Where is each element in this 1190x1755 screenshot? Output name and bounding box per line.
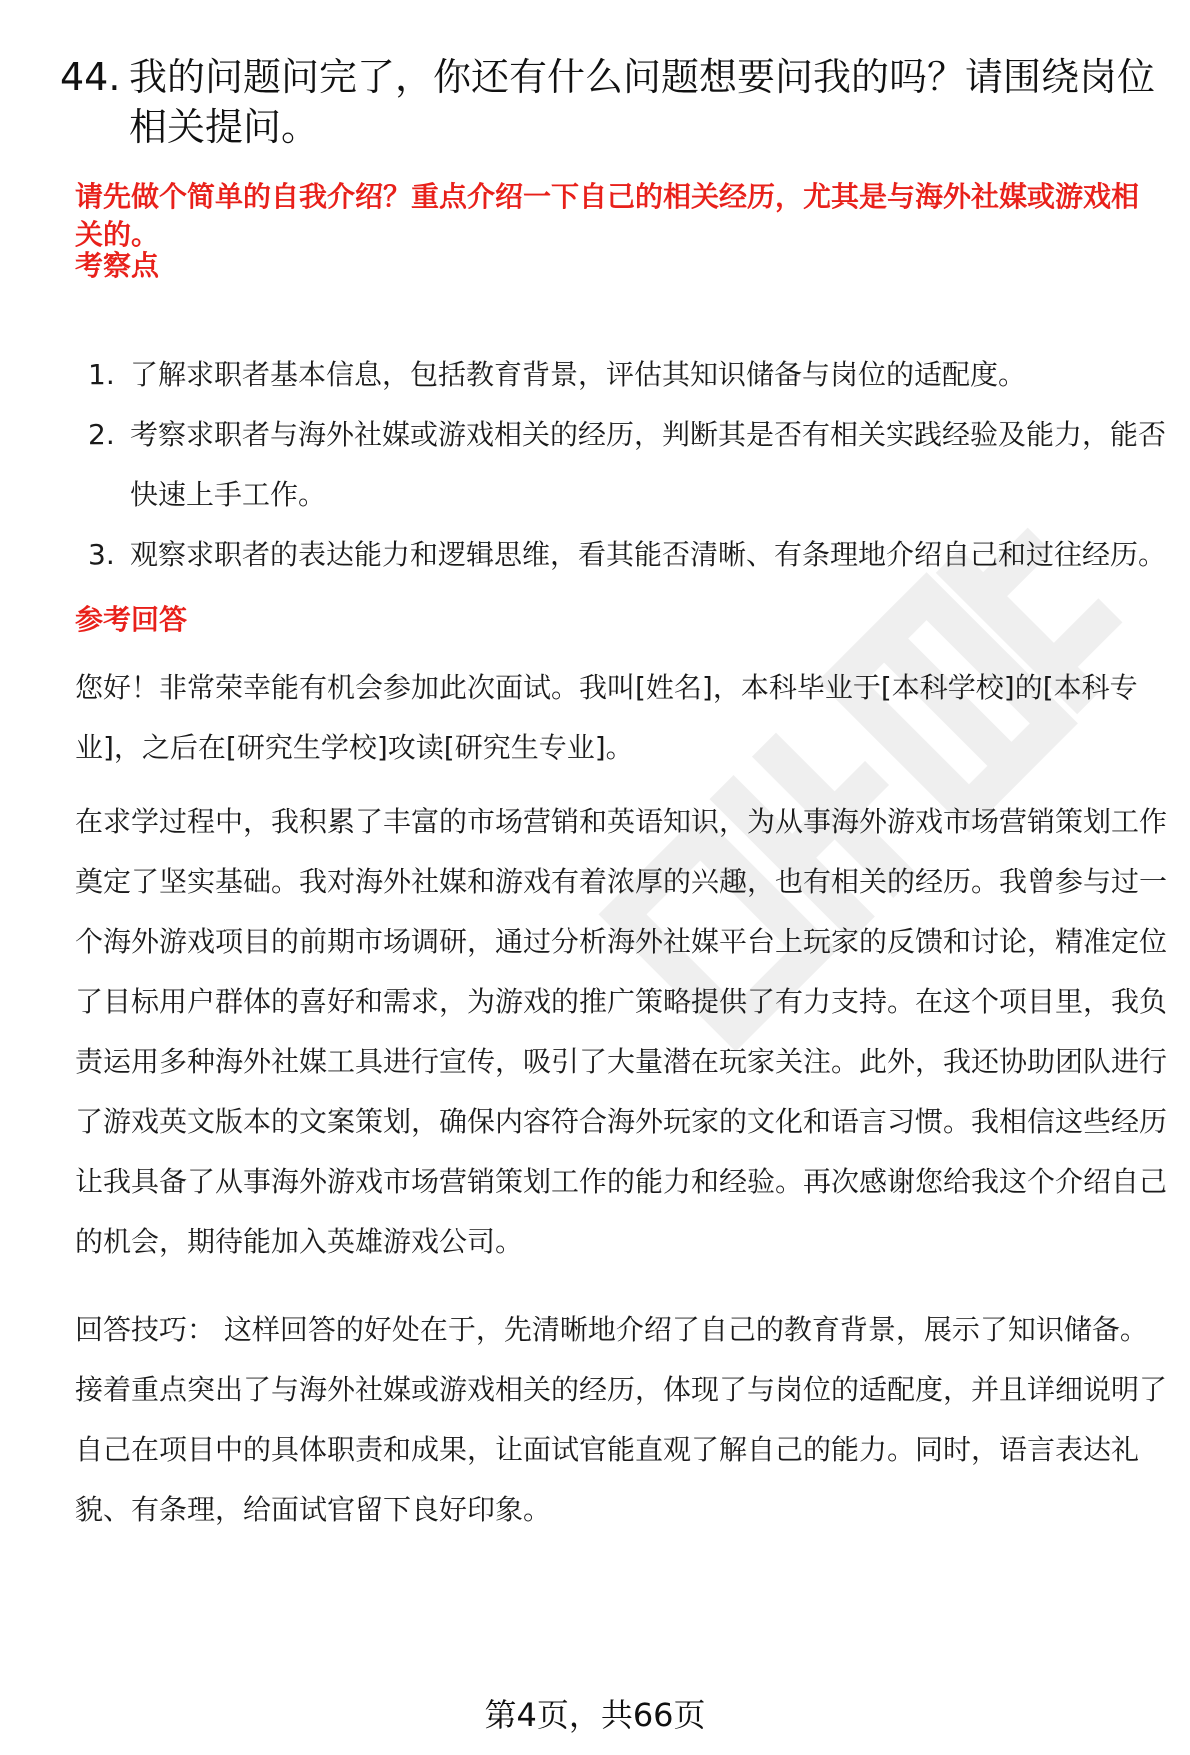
focus-list [88,345,1168,585]
answer-body-paragraph: 在求学过程中，我积累了丰富的市场营销和英语知识，为从事海外游戏市场营销策划工作奠定了坚实基础。我对海外社媒和游戏有着浓厚的兴趣，也有相关的经历。我曾参与过一个海外游戏项目的前期市场调研，通过分析海外社媒平台上玩家的反馈和讨论，精准定位了目标用户群体的喜好和需求，为游戏的推广策略提供了有力支持。在这个项目里，我负责运用多种海外社媒工具进行宣传，吸引了大量潜在玩家关注。此外，我还协助团队进行了游戏英文版本的文案策划，确保内容符合海外玩家的文化和语言习惯。我相信这些经历让我具备了从事海外游戏市场营销策划工作的能力和经验。再次感谢您给我这个介绍自己的机会，期待能加入英雄游戏公司。 [75,805,1168,1258]
answer-intro-paragraph: 您好！非常荣幸能有机会参加此次面试。我叫[姓名]，本科毕业于[本科学校]的[本科专业]，之后在[研究生学校]攻读[研究生专业]。 [75,671,1138,764]
page-footer: 第4页，共66页 [484,1696,706,1734]
question-number: 44. [60,55,121,99]
focus-item [88,405,1168,525]
question-title [60,52,1160,152]
focus-item-number: 1. [88,358,115,391]
answer-heading: 参考回答 [75,603,188,636]
focus-item-text: 观察求职者的表达能力和逻辑思维，看其能否清晰、有条理地介绍自己和过往经历。 [130,538,1167,571]
focus-item-text: 了解求职者基本信息，包括教育背景，评估其知识储备与岗位的适配度。 [130,358,1027,391]
focus-item-text: 考察求职者与海外社媒或游戏相关的经历，判断其是否有相关实践经验及能力，能否快速上手工作。 [130,418,1167,511]
question-text: 我的问题问完了，你还有什么问题想要问我的吗？请围绕岗位相关提问。 [129,55,1156,149]
answer-tips-paragraph: 回答技巧： 这样回答的好处在于，先清晰地介绍了自己的教育背景，展示了知识储备。接着重点突出了与海外社媒或游戏相关的经历，体现了与岗位的适配度，并且详细说明了自己在项目中的具体职责和成果，让面试官能直观了解自己的能力。同时，语言表达礼貌、有条理，给面试官留下良好印象。 [75,1313,1168,1526]
interview-question: 请先做个简单的自我介绍？重点介绍一下自己的相关经历，尤其是与海外社媒或游戏相关的。 [75,180,1140,251]
focus-item-number: 2. [88,418,115,451]
focus-heading: 考察点 [75,249,160,282]
focus-item [88,345,1168,405]
focus-item [88,525,1168,585]
focus-item-number: 3. [88,538,115,571]
